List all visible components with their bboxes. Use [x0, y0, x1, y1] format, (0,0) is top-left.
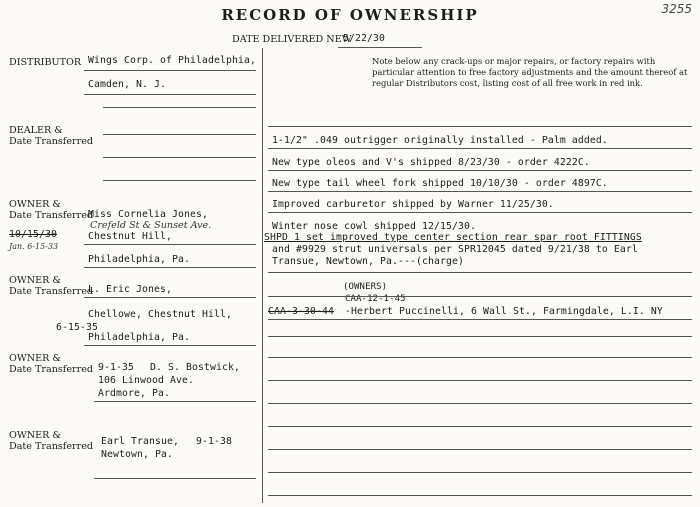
owner-2-line-2: [84, 345, 256, 346]
owners-note-label: (OWNERS): [343, 282, 388, 292]
record-line-4: Improved carburetor shipped by Warner 11/25/30.: [272, 199, 554, 210]
record-line-5: Winter nose cowl shipped 12/15/30.: [272, 221, 476, 232]
record-rule-1: [268, 126, 692, 127]
record-rule-7: [268, 296, 692, 297]
owner-4-address: Newtown, Pa.: [101, 449, 173, 460]
owner-2-date: 6-15-35: [56, 322, 98, 333]
owner-1-address-1: Chestnut Hill,: [88, 231, 172, 242]
date-delivered-label: DATE DELIVERED NEW: [232, 34, 352, 45]
owner-3-address-2: Ardmore, Pa.: [98, 388, 170, 399]
owner-4-label: OWNER &: [9, 430, 61, 441]
record-rule-2: [268, 148, 692, 149]
owner-4-date-label: Date Transferred: [9, 441, 94, 452]
dealer-date-label: Date Transferred: [9, 136, 94, 147]
owner-1-label: OWNER &: [9, 199, 61, 210]
record-rule-16: [268, 495, 692, 496]
record-rule-10: [268, 357, 692, 358]
owner-1-date-handwritten: Jan. 6-15-33: [9, 242, 59, 251]
owner-4-name: Earl Transue,: [101, 436, 179, 447]
owner-1-address-handwritten: Crefeld St & Sunset Ave.: [90, 220, 212, 231]
distributor-name: Wings Corp. of Philadelphia,: [88, 55, 256, 66]
owner-2-label: OWNER &: [9, 275, 61, 286]
record-line-8: Transue, Newtown, Pa.---(charge): [272, 256, 464, 267]
owners-caa-date: CAA-12-1-45: [345, 294, 406, 304]
record-rule-12: [268, 403, 692, 404]
distributor-line-2: [84, 94, 256, 95]
dealer-line-2: [103, 157, 256, 158]
owners-entry: -Herbert Puccinelli, 6 Wall St., Farmingdale, L.I. NY: [345, 306, 663, 317]
owner-1-date: 10/15/30: [9, 229, 57, 240]
record-line-7: and #9929 strut universals per SPR12045 dated 9/21/38 to Earl: [272, 244, 638, 255]
record-rule-3: [268, 170, 692, 171]
owner-3-line: [94, 401, 256, 402]
record-rule-13: [268, 426, 692, 427]
date-delivered-line: [338, 47, 422, 48]
form-number: 3255: [661, 2, 692, 16]
record-line-6: SHPD 1 set improved type center section rear spar root FITTINGS: [264, 232, 642, 243]
owner-4-line: [94, 478, 256, 479]
owner-3-date: 9-1-35: [98, 362, 134, 373]
owner-3-address-1: 106 Linwood Ave.: [98, 375, 194, 386]
owner-2-date-label: Date Transferred: [9, 286, 94, 297]
record-line-2: New type oleos and V's shipped 8/23/30 - order 4222C.: [272, 157, 590, 168]
page-title: RECORD OF OWNERSHIP: [221, 6, 479, 24]
owner-4-date: 9-1-38: [196, 436, 232, 447]
record-line-3: New type tail wheel fork shipped 10/10/30 - order 4897C.: [272, 178, 608, 189]
record-rule-14: [268, 449, 692, 450]
owner-1-line-1: [84, 244, 256, 245]
distributor-line-3: [103, 107, 256, 108]
date-delivered-value: 5/22/30: [343, 33, 385, 44]
owner-2-line-1: [84, 297, 256, 298]
record-rule-15: [268, 472, 692, 473]
distributor-label: DISTRIBUTOR: [9, 57, 82, 68]
dealer-line-1: [103, 134, 256, 135]
instructions-note: Note below any crack-ups or major repairs, or factory repairs with particular attention to free factory adjustments and the amount thereof at regular Distributors cost, listing cost of all free work in red ink.: [372, 56, 688, 88]
column-divider: [262, 48, 263, 503]
owners-caa-struck: CAA-3-30-44: [268, 306, 334, 317]
owner-3-label: OWNER &: [9, 353, 61, 364]
owner-3-name: D. S. Bostwick,: [150, 362, 240, 373]
owner-1-line-2: [84, 267, 256, 268]
owner-2-address-2: Philadelphia, Pa.: [88, 332, 190, 343]
record-rule-4: [268, 191, 692, 192]
owner-1-date-label: Date Transferred: [9, 210, 94, 221]
owner-2-address-1: Chellowe, Chestnut Hill,: [88, 309, 232, 320]
record-rule-5: [268, 212, 692, 213]
owner-1-address-2: Philadelphia, Pa.: [88, 254, 190, 265]
dealer-label: DEALER &: [9, 125, 63, 136]
record-rule-8: [268, 319, 692, 320]
record-rule-6: [268, 272, 692, 273]
record-rule-9: [268, 336, 692, 337]
record-rule-11: [268, 380, 692, 381]
owner-2-name: L. Eric Jones,: [88, 284, 172, 295]
record-line-1: 1-1/2" .049 outrigger originally installed - Palm added.: [272, 135, 608, 146]
owner-1-name: Miss Cornelia Jones,: [88, 209, 208, 220]
owner-3-date-label: Date Transferred: [9, 364, 94, 375]
distributor-line-1: [84, 70, 256, 71]
distributor-city: Camden, N. J.: [88, 79, 166, 90]
dealer-line-3: [103, 180, 256, 181]
